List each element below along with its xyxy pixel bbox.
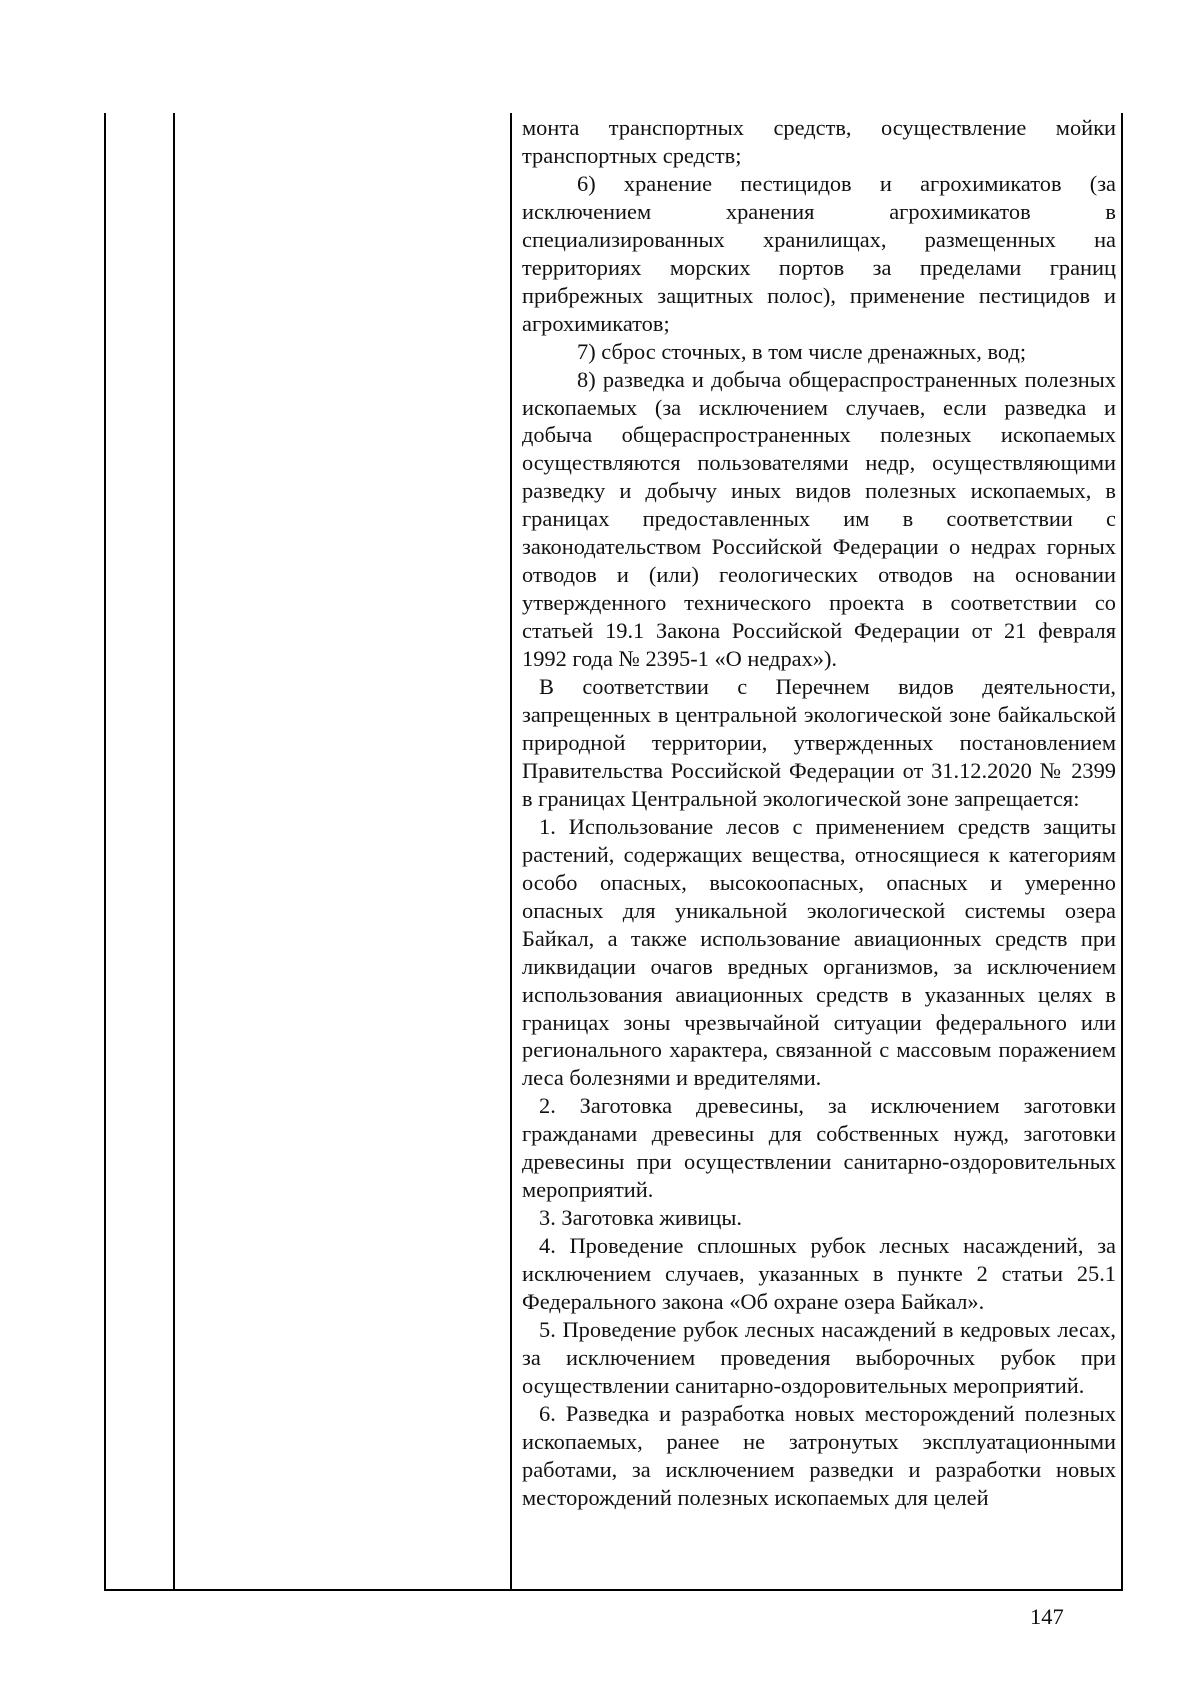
paragraph: 5. Проведение рубок лесных насаждений в кедровых лесах, за исключением проведения выборочных рубок при осуществлении санитарно-оздоровительных мероприятий. bbox=[522, 1316, 1116, 1398]
paragraph: монта транспортных средств, осуществление мойки транспортных средств; bbox=[522, 115, 1116, 168]
paragraph: 2. Заготовка древесины, за исключением заготовки гражданами древесины для собственных нужд, заготовки древесины при осуществлении санитарно-оздоровительных мероприятий. bbox=[522, 1093, 1116, 1203]
table-column-divider-1 bbox=[173, 113, 175, 1591]
table-cell-text bbox=[522, 114, 1116, 1512]
paragraph: 4. Проведение сплошных рубок лесных насаждений, за исключением случаев, указанных в пункте 2 статьи 25.1 Федерального закона «Об охране озера Байкал». bbox=[522, 1233, 1116, 1315]
paragraph: 1. Использование лесов с применением средств защиты растений, содержащих вещества, относящиеся к категориям особо опасных, высокоопасных, опасных и умеренно опасных для уникальной экологической системы озера Байкал, а также использование авиационных средств при ликвидации очагов вредных организмов, за исключением использования авиационных средств в указанных целях в границах зоны чрезвычайной ситуации федерального или регионального характера, связанной с массовым поражением леса болезнями и вредителями. bbox=[522, 813, 1116, 1091]
paragraph: 8) разведка и добыча общераспространенных полезных ископаемых (за исключением случаев, если разведка и добыча общераспространенных полезных ископаемых осуществляются пользователями недр, осуществляющими разведку и добычу иных видов полезных ископаемых, в границах предоставленных им в соответствии с законодательством Российской Федерации о недрах горных отводов и (или) геологических отводов на основании утвержденного технического проекта в соответствии со статьей 19.1 Закона Российской Федерации от 21 февраля 1992 года № 2395-1 «О недрах»). bbox=[522, 366, 1116, 672]
table-border-left bbox=[104, 113, 106, 1591]
paragraph: 3. Заготовка живицы. bbox=[539, 1205, 743, 1231]
table-column-divider-2 bbox=[510, 113, 512, 1591]
paragraph: 6. Разведка и разработка новых месторождений полезных ископаемых, ранее не затронутых эксплуатационными работами, за исключением разведки и разработки новых месторождений полезных ископаемых для целей bbox=[522, 1400, 1116, 1510]
paragraph: В соответствии с Перечнем видов деятельности, запрещенных в центральной экологической зоне байкальской природной территории, утвержденных постановлением Правительства Российской Федерации от 31.12.2020 № 2399 в границах Центральной экологической зоне запрещается: bbox=[522, 674, 1116, 811]
page-number: 147 bbox=[1030, 1604, 1064, 1629]
paragraph: 6) хранение пестицидов и агрохимикатов (за исключением хранения агрохимикатов в специализированных хранилищах, размещенных на территориях морских портов за пределами границ прибрежных защитных полос), применение пестицидов и агрохимикатов; bbox=[522, 170, 1116, 336]
paragraph: 7) сброс сточных, в том числе дренажных, вод; bbox=[577, 338, 1027, 364]
